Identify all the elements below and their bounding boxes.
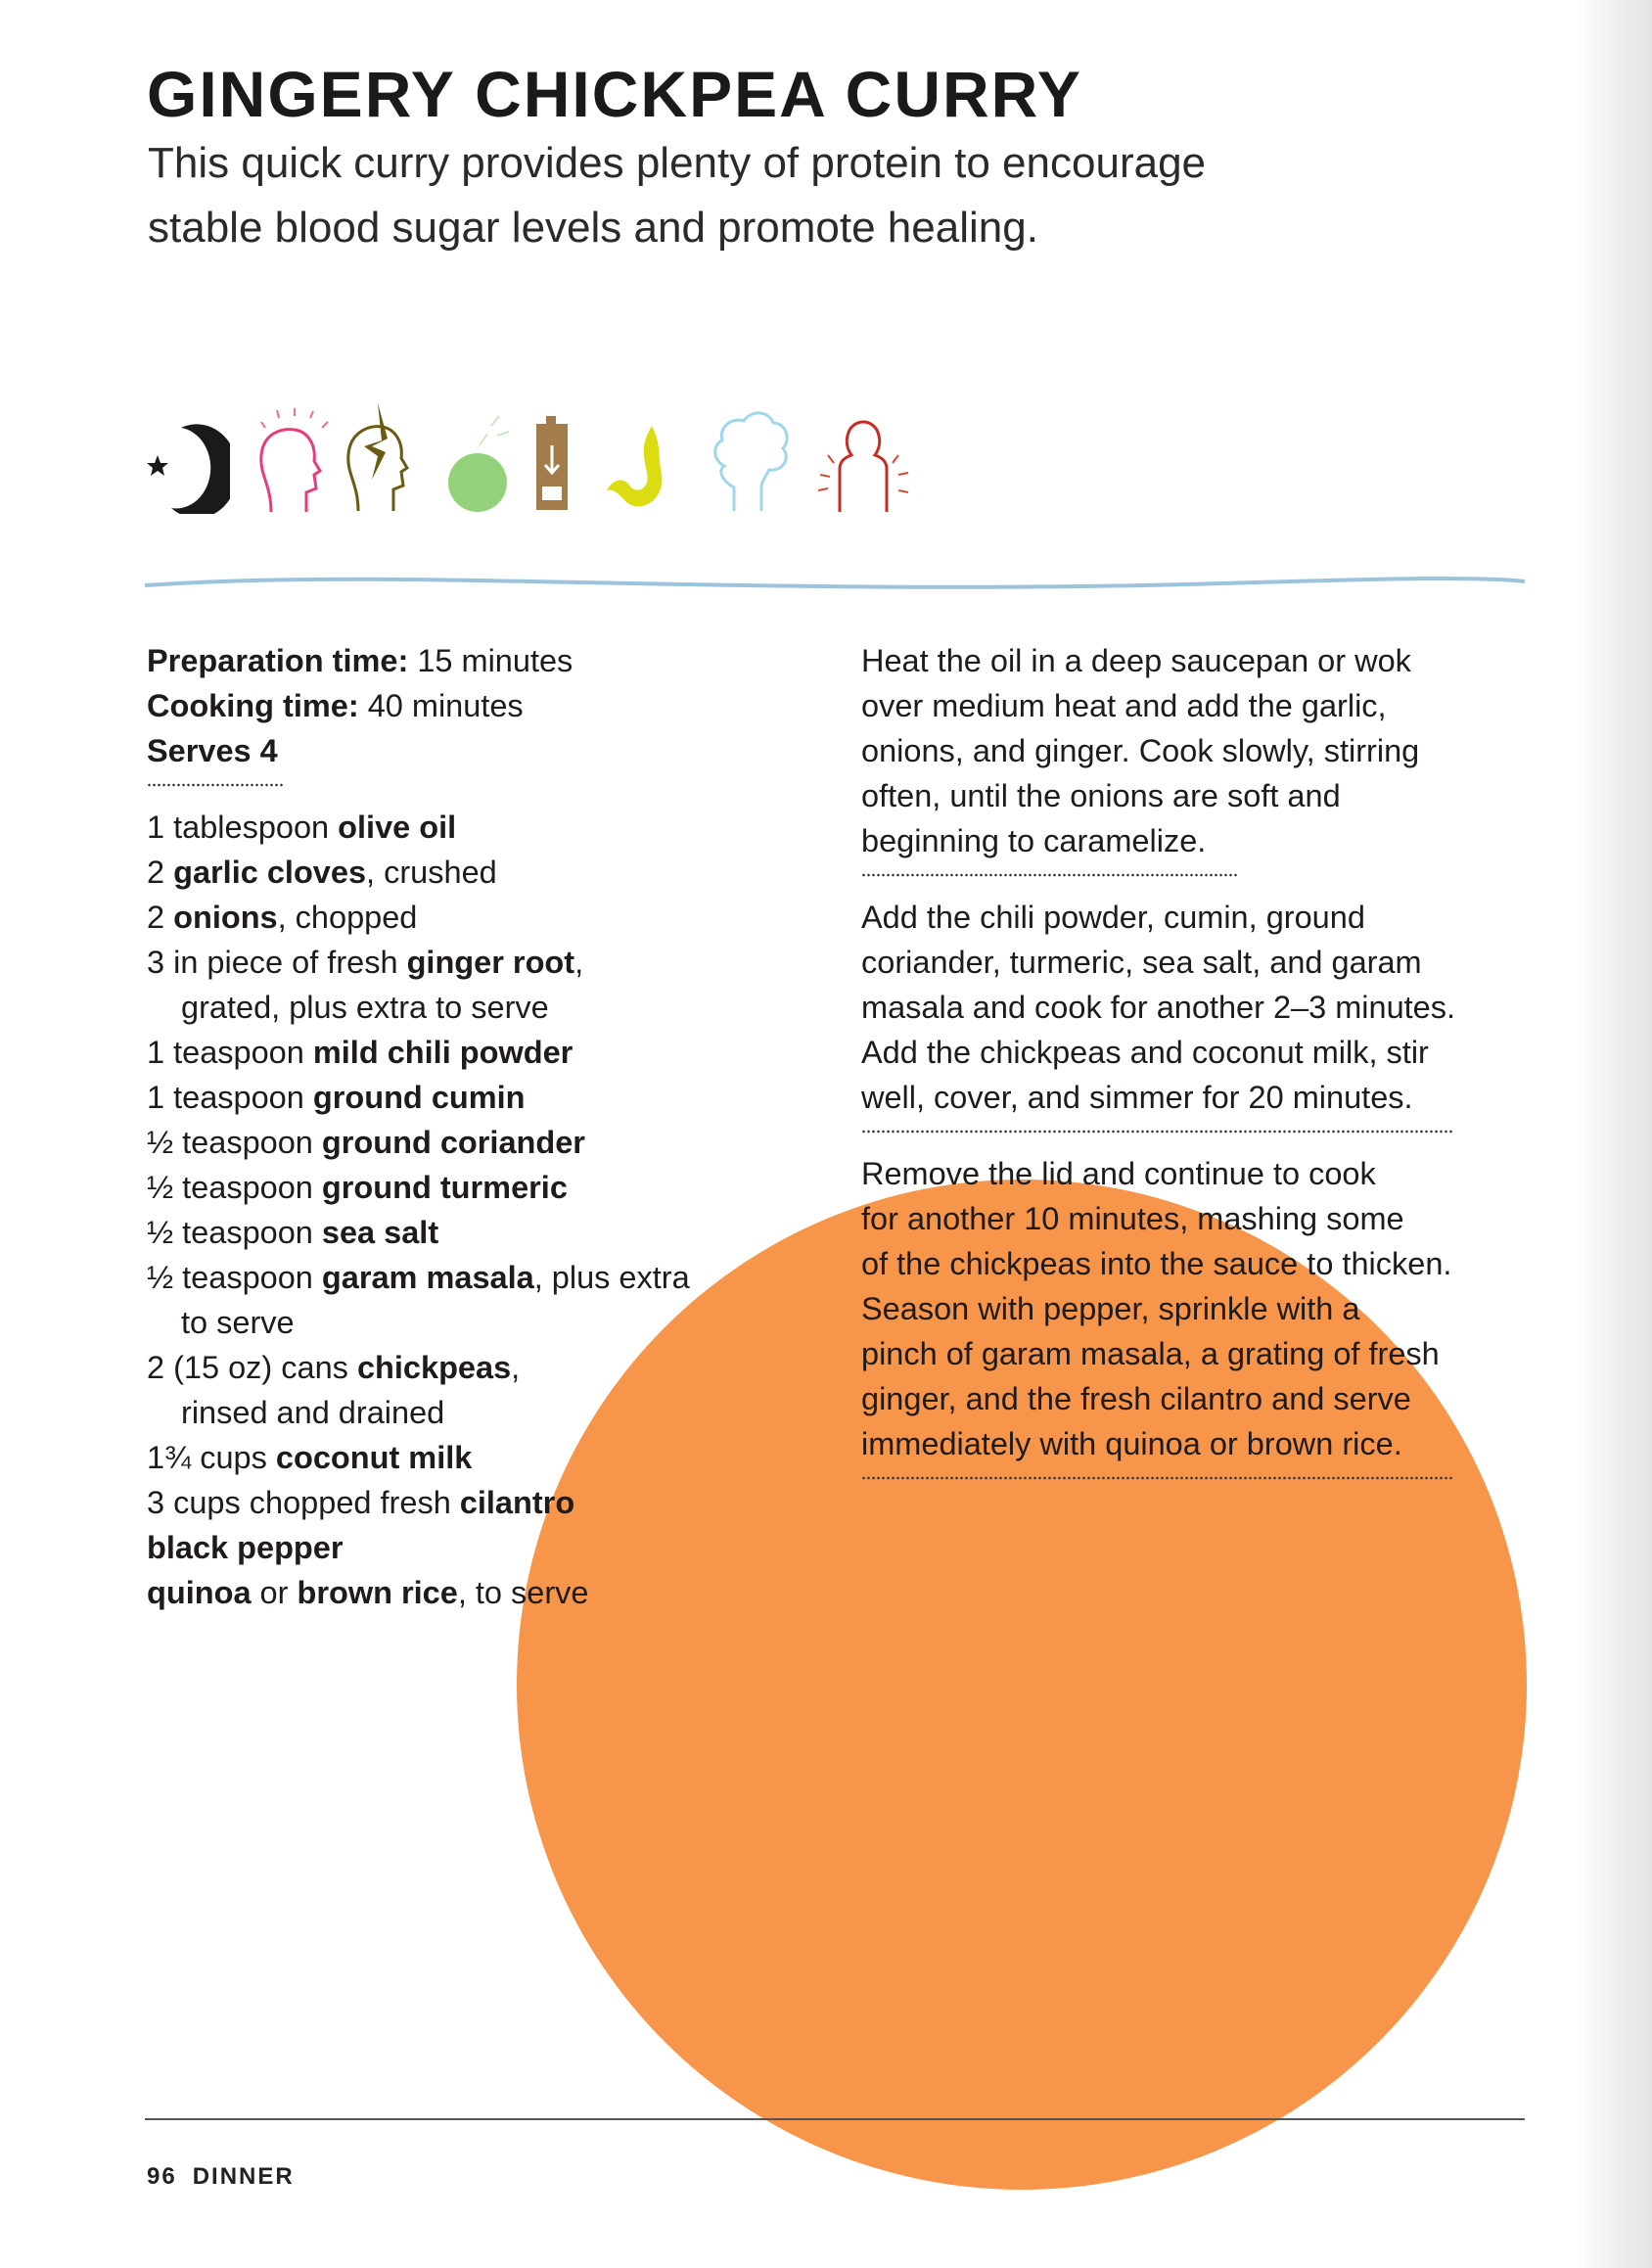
method-line: beginning to caramelize.	[861, 823, 1207, 858]
ingredient-name: ground turmeric	[321, 1170, 568, 1205]
method-line: ginger, and the fresh cilantro and serve	[861, 1381, 1411, 1416]
method-line: Remove the lid and continue to cook	[861, 1156, 1376, 1191]
ingredient-line	[147, 1300, 754, 1345]
method-line: masala and cook for another 2–3 minutes.	[861, 990, 1456, 1025]
prep-time-label: Preparation time:	[147, 643, 409, 678]
ingredient-text: rinsed and drained	[181, 1395, 445, 1430]
method-line: often, until the onions are soft and	[861, 778, 1341, 813]
serves: Serves 4	[147, 733, 278, 768]
page-footer	[147, 2163, 310, 2191]
ingredient-name: brown rice	[297, 1575, 458, 1610]
ingredient-text: 1¾ cups	[147, 1440, 276, 1475]
ingredient-name: black pepper	[147, 1530, 344, 1565]
dotted-divider	[147, 783, 284, 787]
ingredient-line	[147, 1255, 754, 1300]
method-steps	[861, 638, 1527, 1480]
ingredient-text: 1 teaspoon	[147, 1080, 313, 1115]
method-line: Add the chickpeas and coconut milk, stir	[861, 1035, 1429, 1070]
ingredient-line	[147, 1435, 754, 1480]
ingredient-list	[147, 805, 754, 1615]
dotted-divider	[861, 873, 1238, 877]
ingredient-name: ginger root	[406, 945, 575, 980]
ingredient-line	[147, 1525, 754, 1570]
ingredient-text: ½ teaspoon	[147, 1125, 322, 1160]
section-name: DINNER	[192, 2163, 295, 2190]
prep-time	[147, 638, 754, 683]
ingredient-line	[147, 1165, 754, 1210]
method-step	[861, 638, 1527, 877]
method-step	[861, 895, 1527, 1134]
prep-time-value: 15 minutes	[408, 643, 574, 678]
ingredient-text: 2	[147, 855, 174, 890]
ingredient-line	[147, 1345, 754, 1390]
ingredient-line	[147, 1570, 754, 1615]
method-line: immediately with quinoa or brown rice.	[861, 1426, 1402, 1461]
apple-icon	[440, 406, 519, 514]
dotted-divider	[861, 1130, 1453, 1134]
method-line: over medium heat and add the garlic,	[861, 688, 1387, 723]
ingredient-line	[147, 850, 754, 895]
method-line: Season with pepper, sprinkle with a	[861, 1291, 1360, 1326]
ingredient-line	[147, 940, 754, 985]
ingredient-name: sea salt	[321, 1215, 439, 1250]
dotted-divider	[861, 1476, 1453, 1480]
ingredient-name: ground cumin	[312, 1080, 526, 1115]
head-cloud-icon	[705, 401, 793, 514]
ingredient-line	[147, 1030, 754, 1075]
method-step	[861, 1151, 1527, 1480]
footer-rule	[145, 2118, 1525, 2120]
ingredients-column	[147, 638, 754, 1615]
ingredient-name: quinoa	[147, 1575, 252, 1610]
method-line: of the chickpeas into the sauce to thicken.	[861, 1246, 1452, 1281]
method-line: well, cover, and simmer for 20 minutes.	[861, 1080, 1413, 1115]
ingredient-text: ,	[511, 1350, 521, 1385]
ingredient-text: , crushed	[366, 855, 497, 890]
ingredient-line	[147, 985, 754, 1030]
ingredient-name: ground coriander	[321, 1125, 585, 1160]
recipe-subtitle	[148, 131, 1420, 260]
ingredient-text: , chopped	[277, 900, 418, 935]
ingredient-name: garlic cloves	[173, 855, 367, 890]
ingredient-text: 1 tablespoon	[147, 810, 339, 845]
ingredient-text: 3 cups chopped fresh	[147, 1485, 460, 1520]
ingredient-text: or	[251, 1575, 298, 1610]
ingredient-text: 1 teaspoon	[147, 1035, 313, 1070]
recipe-title: GINGERY CHICKPEA CURRY	[147, 58, 1082, 130]
method-column	[861, 638, 1527, 1498]
subtitle-line: This quick curry provides plenty of protein to encourage	[148, 139, 1207, 187]
head-glow-icon	[252, 406, 335, 514]
health-icons-row	[142, 401, 918, 514]
method-line: Heat the oil in a deep saucepan or wok	[861, 643, 1411, 678]
ingredient-text: grated, plus extra to serve	[181, 990, 549, 1025]
ingredient-text: ½ teaspoon	[147, 1215, 322, 1250]
method-line: coriander, turmeric, sea salt, and garam	[861, 945, 1422, 980]
ingredient-line	[147, 1075, 754, 1120]
page-gutter-shadow	[1574, 0, 1652, 2268]
ingredient-name: cilantro	[459, 1485, 575, 1520]
method-line: onions, and ginger. Cook slowly, stirring	[861, 733, 1420, 768]
cook-time	[147, 683, 754, 728]
ingredient-line	[147, 1480, 754, 1525]
ingredient-text: to serve	[181, 1305, 295, 1340]
cook-time-label: Cooking time:	[147, 688, 359, 723]
method-line: Add the chili powder, cumin, ground	[861, 900, 1365, 935]
wavy-divider	[145, 568, 1527, 597]
ingredient-name: olive oil	[338, 810, 457, 845]
body-glow-icon	[810, 406, 918, 514]
method-line: for another 10 minutes, mashing some	[861, 1201, 1404, 1236]
ingredient-name: chickpeas	[356, 1350, 512, 1385]
ingredient-name: garam masala	[321, 1260, 534, 1295]
head-lightning-icon	[343, 401, 421, 514]
battery-icon	[530, 406, 579, 514]
moon-star-icon	[142, 406, 230, 514]
ingredient-line	[147, 1390, 754, 1435]
ingredient-text: 2	[147, 900, 174, 935]
cook-time-value: 40 minutes	[358, 688, 524, 723]
ingredient-line	[147, 1210, 754, 1255]
ingredient-line	[147, 1120, 754, 1165]
ingredient-name: coconut milk	[275, 1440, 473, 1475]
ingredient-name: onions	[173, 900, 278, 935]
ingredient-text: , plus extra	[533, 1260, 690, 1295]
subtitle-line: stable blood sugar levels and promote healing.	[148, 204, 1038, 252]
ingredient-text: ½ teaspoon	[147, 1170, 322, 1205]
ingredient-line	[147, 805, 754, 850]
ingredient-text: ½ teaspoon	[147, 1260, 322, 1295]
stomach-icon	[601, 406, 689, 514]
ingredient-name: mild chili powder	[312, 1035, 574, 1070]
ingredient-text: , to serve	[457, 1575, 589, 1610]
ingredient-text: 3 in piece of fresh	[147, 945, 407, 980]
ingredient-text: ,	[574, 945, 584, 980]
ingredient-line	[147, 895, 754, 940]
page-number: 96	[147, 2163, 177, 2190]
ingredient-text: 2 (15 oz) cans	[147, 1350, 357, 1385]
method-line: pinch of garam masala, a grating of fresh	[861, 1336, 1440, 1371]
